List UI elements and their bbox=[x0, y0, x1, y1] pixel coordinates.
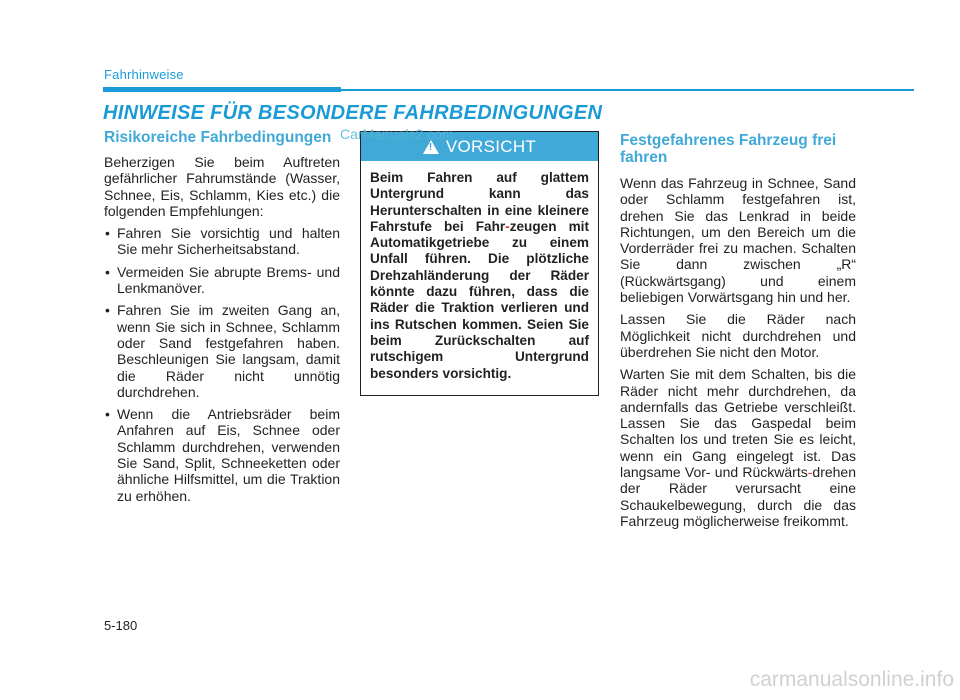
header-rule-thick bbox=[103, 87, 341, 92]
watermark-top: CarManuals2.com bbox=[340, 126, 454, 142]
right-paragraph-3-part-b: drehen der Räder verursacht eine Schaukelbewegung, durch die das Fahrzeug möglicherweise freikommt. bbox=[620, 464, 856, 529]
left-intro: Beherzigen Sie beim Auftreten gefährlicher Fahrumstände (Wasser, Schnee, Eis, Schlamm, Kies etc.) die folgenden Empfehlungen: bbox=[104, 154, 340, 219]
right-column bbox=[620, 129, 856, 535]
right-paragraph-3 bbox=[620, 366, 856, 529]
right-paragraph-1: Wenn das Fahrzeug in Schnee, Sand oder Schlamm festgefahren ist, drehen Sie das Lenkrad in beide Richtungen, um den Bereich um die Vorderräder frei zu machen. Schalten Sie dann zwischen „R“ (Rückwärtsgang) und einem beliebigen Vorwärtsgang hin und her. bbox=[620, 175, 856, 306]
right-paragraph-3-part-a: Warten Sie mit dem Schalten, bis die Räder nicht mehr durchdrehen, da andernfalls das Getriebe verschleißt. Lassen Sie das Gaspedal beim Schalten los und treten Sie es leicht, wenn ein Gang eingelegt ist. Das langsame Vor- und Rückwärts bbox=[620, 366, 856, 481]
list-item: • Fahren Sie im zweiten Gang an, wenn Sie sich in Schnee, Schlamm oder Sand festgefahren haben. Beschleunigen Sie langsam, damit die Räder nicht unnötig durchdrehen. bbox=[104, 302, 340, 400]
list-item: • Wenn die Antriebsräder beim Anfahren auf Eis, Schnee oder Schlamm durchdrehen, verwenden Sie Sand, Split, Schneeketten oder ähnliche Hilfsmittel, um die Traktion zu erhöhen. bbox=[104, 406, 340, 504]
caution-box bbox=[360, 131, 599, 396]
caution-label: VORSICHT bbox=[445, 136, 537, 156]
recommendation-list bbox=[104, 225, 340, 504]
left-column bbox=[104, 129, 340, 510]
list-item: • Vermeiden Sie abrupte Brems- und Lenkmanöver. bbox=[104, 264, 340, 297]
caution-text bbox=[361, 161, 598, 382]
footer-watermark: carmanualsonline.info bbox=[749, 668, 954, 691]
caution-text-part-b: zeugen mit Automatikgetriebe zu einem Unfall führen. Die plötzliche Drehzahländerung der Räder könnte dazu führen, dass die Räder die Traktion verlieren und ins Rutschen kommen. Seien Sie beim Zurückschalten auf rutschigem Untergrund besonders vorsichtig. bbox=[370, 218, 589, 381]
page-number: 5-180 bbox=[104, 618, 138, 633]
left-subheading: Risikoreiche Fahrbedingungen bbox=[104, 129, 332, 146]
right-subheading: Festgefahrenes Fahrzeug frei fahren bbox=[620, 132, 837, 166]
right-paragraph-2: Lassen Sie die Räder nach Möglichkeit nicht durchdrehen und überdrehen Sie nicht den Motor. bbox=[620, 311, 856, 360]
header-rule-thin bbox=[341, 89, 914, 91]
caution-text-part-a: Beim Fahren auf glattem Untergrund kann das Herunterschalten in eine kleinere Fahrstufe bei Fahr bbox=[370, 170, 589, 234]
caution-hyphen: - bbox=[505, 218, 510, 234]
list-item: • Fahren Sie vorsichtig und halten Sie mehr Sicherheitsabstand. bbox=[104, 225, 340, 258]
warning-triangle-icon: ! bbox=[423, 140, 439, 154]
section-label: Fahrhinweise bbox=[104, 67, 184, 82]
right-paragraph-3-hyphen: - bbox=[807, 464, 813, 481]
page-heading: HINWEISE FÜR BESONDERE FAHRBEDINGUNGEN bbox=[103, 102, 603, 124]
